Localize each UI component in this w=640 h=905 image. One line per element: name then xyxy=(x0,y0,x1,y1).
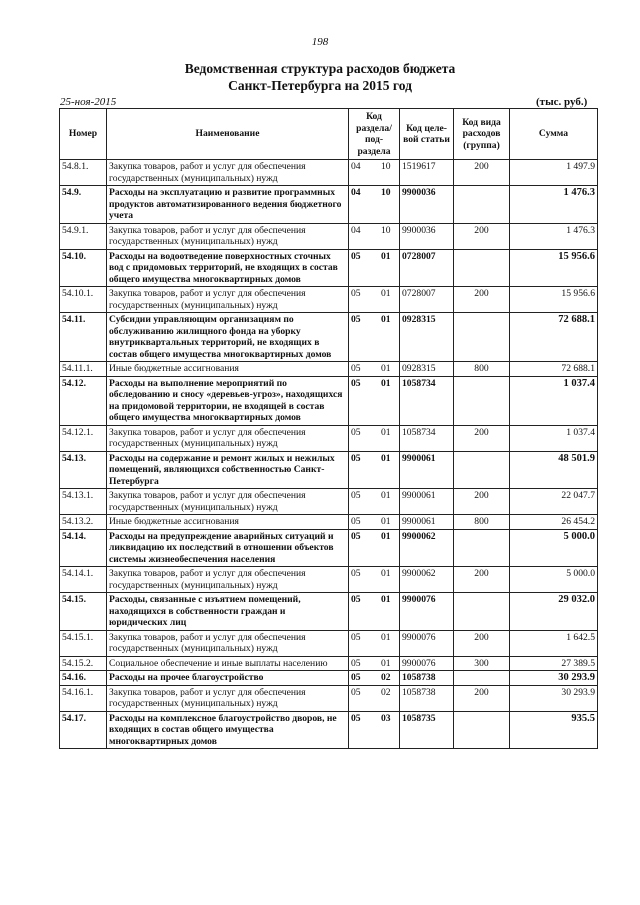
table-header-row xyxy=(60,109,598,160)
row-article: 9900036 xyxy=(400,223,454,249)
row-article: 9900061 xyxy=(400,515,454,530)
table-row xyxy=(60,515,598,530)
row-subsection: 01 xyxy=(375,362,400,377)
header-number: Номер xyxy=(60,109,107,160)
row-section: 05 xyxy=(349,671,375,686)
table-row xyxy=(60,656,598,671)
row-sum: 26 454.2 xyxy=(510,515,598,530)
row-article: 9900036 xyxy=(400,186,454,224)
row-number: 54.9. xyxy=(60,186,107,224)
row-sum: 22 047.7 xyxy=(510,489,598,515)
row-sum: 48 501.9 xyxy=(510,451,598,489)
row-number: 54.14. xyxy=(60,529,107,567)
row-number: 54.13.1. xyxy=(60,489,107,515)
header-article-code: Код целе-вой статьи xyxy=(400,109,454,160)
table-row xyxy=(60,529,598,567)
row-subsection: 01 xyxy=(375,656,400,671)
table-row xyxy=(60,186,598,224)
row-name: Закупка товаров, работ и услуг для обеспечения государственных (муниципальных) нужд xyxy=(107,567,349,593)
table-row xyxy=(60,287,598,313)
row-kind: 200 xyxy=(454,160,510,186)
row-name: Субсидии управляющим организациям по обслуживанию жилищного фонда на уборку внутриквартальных территорий, не входящих в состав общего имущества многоквартирных домов xyxy=(107,313,349,362)
row-subsection: 01 xyxy=(375,489,400,515)
table-row xyxy=(60,160,598,186)
row-kind: 200 xyxy=(454,425,510,451)
row-sum: 15 956.6 xyxy=(510,249,598,287)
row-sum: 1 037.4 xyxy=(510,425,598,451)
row-article: 1519617 xyxy=(400,160,454,186)
row-kind: 200 xyxy=(454,685,510,711)
row-name: Расходы, связанные с изъятием помещений, находящихся в собственности граждан и юридических лиц xyxy=(107,593,349,631)
table-row xyxy=(60,685,598,711)
row-name: Закупка товаров, работ и услуг для обеспечения государственных (муниципальных) нужд xyxy=(107,160,349,186)
row-section: 04 xyxy=(349,223,375,249)
row-kind: 200 xyxy=(454,489,510,515)
row-kind xyxy=(454,451,510,489)
table-row xyxy=(60,489,598,515)
row-subsection: 01 xyxy=(375,376,400,425)
row-sum: 72 688.1 xyxy=(510,313,598,362)
title-line-1: Ведомственная структура расходов бюджета xyxy=(184,61,456,76)
row-section: 05 xyxy=(349,711,375,749)
row-article: 9900062 xyxy=(400,529,454,567)
title-line-2: Санкт-Петербурга на 2015 год xyxy=(228,78,412,93)
row-subsection: 01 xyxy=(375,593,400,631)
row-name: Закупка товаров, работ и услуг для обеспечения государственных (муниципальных) нужд xyxy=(107,223,349,249)
row-sum: 1 476.3 xyxy=(510,186,598,224)
row-article: 9900061 xyxy=(400,489,454,515)
row-name: Расходы на эксплуатацию и развитие программных продуктов автоматизированного ведения бюджетного учета xyxy=(107,186,349,224)
row-number: 54.13. xyxy=(60,451,107,489)
row-name: Закупка товаров, работ и услуг для обеспечения государственных (муниципальных) нужд xyxy=(107,287,349,313)
row-kind xyxy=(454,376,510,425)
row-section: 05 xyxy=(349,656,375,671)
row-sum: 72 688.1 xyxy=(510,362,598,377)
row-subsection: 02 xyxy=(375,685,400,711)
row-number: 54.10.1. xyxy=(60,287,107,313)
row-kind xyxy=(454,671,510,686)
row-sum: 1 476.3 xyxy=(510,223,598,249)
row-subsection: 03 xyxy=(375,711,400,749)
row-kind xyxy=(454,529,510,567)
page-number: 198 xyxy=(311,36,329,48)
row-sum: 1 497.9 xyxy=(510,160,598,186)
row-sum: 30 293.9 xyxy=(510,685,598,711)
row-number: 54.13.2. xyxy=(60,515,107,530)
row-subsection: 10 xyxy=(375,160,400,186)
row-section: 05 xyxy=(349,567,375,593)
row-kind xyxy=(454,186,510,224)
row-subsection: 01 xyxy=(375,529,400,567)
row-name: Расходы на предупреждение аварийных ситуаций и ликвидацию их последствий в отношении объектов системы жизнеобеспечения населения xyxy=(107,529,349,567)
row-section: 05 xyxy=(349,313,375,362)
row-kind: 200 xyxy=(454,223,510,249)
row-sum: 5 000.0 xyxy=(510,529,598,567)
row-section: 05 xyxy=(349,287,375,313)
row-name: Расходы на водоотведение поверхностных сточных вод с придомовых территорий, не входящих в состав общего имущества многоквартирных домов xyxy=(107,249,349,287)
table-row xyxy=(60,313,598,362)
row-kind xyxy=(454,313,510,362)
header-kind-code: Код вида расходов (группа) xyxy=(454,109,510,160)
header-sum: Сумма xyxy=(510,109,598,160)
header-section-code: Код раздела/ под-раздела xyxy=(349,109,400,160)
units-label: (тыс. руб.) xyxy=(536,96,588,108)
row-name: Закупка товаров, работ и услуг для обеспечения государственных (муниципальных) нужд xyxy=(107,489,349,515)
table-row xyxy=(60,671,598,686)
row-number: 54.12. xyxy=(60,376,107,425)
row-article: 0928315 xyxy=(400,362,454,377)
row-article: 1058738 xyxy=(400,671,454,686)
row-name: Иные бюджетные ассигнования xyxy=(107,515,349,530)
row-name: Расходы на содержание и ремонт жилых и нежилых помещений, являющихся собственностью Санкт-Петербурга xyxy=(107,451,349,489)
header-name: Наименование xyxy=(107,109,349,160)
row-section: 05 xyxy=(349,249,375,287)
row-article: 1058738 xyxy=(400,685,454,711)
row-number: 54.15.1. xyxy=(60,630,107,656)
row-number: 54.11. xyxy=(60,313,107,362)
table-row xyxy=(60,223,598,249)
row-subsection: 01 xyxy=(375,630,400,656)
row-kind xyxy=(454,711,510,749)
row-subsection: 01 xyxy=(375,425,400,451)
row-subsection: 01 xyxy=(375,287,400,313)
row-subsection: 01 xyxy=(375,313,400,362)
row-kind xyxy=(454,249,510,287)
row-section: 05 xyxy=(349,376,375,425)
row-article: 9900061 xyxy=(400,451,454,489)
row-subsection: 02 xyxy=(375,671,400,686)
row-name: Расходы на комплексное благоустройство дворов, не входящих в состав общего имущества многоквартирных домов xyxy=(107,711,349,749)
row-article: 1058735 xyxy=(400,711,454,749)
row-name: Социальное обеспечение и иные выплаты населению xyxy=(107,656,349,671)
row-article: 1058734 xyxy=(400,376,454,425)
row-name: Расходы на прочее благоустройство xyxy=(107,671,349,686)
row-number: 54.10. xyxy=(60,249,107,287)
row-sum: 935.5 xyxy=(510,711,598,749)
row-section: 04 xyxy=(349,186,375,224)
row-number: 54.9.1. xyxy=(60,223,107,249)
table-row xyxy=(60,567,598,593)
row-kind: 200 xyxy=(454,287,510,313)
row-name: Закупка товаров, работ и услуг для обеспечения государственных (муниципальных) нужд xyxy=(107,630,349,656)
row-article: 9900062 xyxy=(400,567,454,593)
row-sum: 27 389.5 xyxy=(510,656,598,671)
row-subsection: 01 xyxy=(375,249,400,287)
row-section: 05 xyxy=(349,425,375,451)
row-section: 05 xyxy=(349,515,375,530)
row-article: 9900076 xyxy=(400,656,454,671)
table-row xyxy=(60,711,598,749)
row-name: Закупка товаров, работ и услуг для обеспечения государственных (муниципальных) нужд xyxy=(107,685,349,711)
document-title xyxy=(0,60,640,94)
row-article: 9900076 xyxy=(400,593,454,631)
row-number: 54.8.1. xyxy=(60,160,107,186)
row-kind: 200 xyxy=(454,630,510,656)
row-sum: 30 293.9 xyxy=(510,671,598,686)
row-number: 54.16.1. xyxy=(60,685,107,711)
row-article: 0728007 xyxy=(400,249,454,287)
row-sum: 1 037.4 xyxy=(510,376,598,425)
row-number: 54.12.1. xyxy=(60,425,107,451)
row-subsection: 10 xyxy=(375,223,400,249)
row-article: 9900076 xyxy=(400,630,454,656)
row-name: Закупка товаров, работ и услуг для обеспечения государственных (муниципальных) нужд xyxy=(107,425,349,451)
table-row xyxy=(60,376,598,425)
row-kind: 800 xyxy=(454,362,510,377)
row-number: 54.15. xyxy=(60,593,107,631)
row-section: 04 xyxy=(349,160,375,186)
row-kind xyxy=(454,593,510,631)
row-sum: 5 000.0 xyxy=(510,567,598,593)
table-row xyxy=(60,593,598,631)
budget-table xyxy=(59,108,598,749)
row-number: 54.17. xyxy=(60,711,107,749)
row-number: 54.15.2. xyxy=(60,656,107,671)
row-kind: 200 xyxy=(454,567,510,593)
row-sum: 1 642.5 xyxy=(510,630,598,656)
row-section: 05 xyxy=(349,630,375,656)
row-number: 54.16. xyxy=(60,671,107,686)
row-article: 0728007 xyxy=(400,287,454,313)
row-name: Иные бюджетные ассигнования xyxy=(107,362,349,377)
row-article: 1058734 xyxy=(400,425,454,451)
row-name: Расходы на выполнение мероприятий по обследованию и сносу «деревьев-угроз», находящихся на придомовой территории, не входящей в состав общего имущества многоквартирных домов xyxy=(107,376,349,425)
row-section: 05 xyxy=(349,451,375,489)
table-row xyxy=(60,451,598,489)
row-section: 05 xyxy=(349,489,375,515)
row-subsection: 01 xyxy=(375,515,400,530)
row-subsection: 01 xyxy=(375,451,400,489)
row-number: 54.14.1. xyxy=(60,567,107,593)
row-section: 05 xyxy=(349,593,375,631)
row-section: 05 xyxy=(349,529,375,567)
document-date: 25-ноя-2015 xyxy=(60,96,117,108)
row-sum: 29 032.0 xyxy=(510,593,598,631)
table-row xyxy=(60,425,598,451)
row-kind: 800 xyxy=(454,515,510,530)
row-article: 0928315 xyxy=(400,313,454,362)
row-subsection: 10 xyxy=(375,186,400,224)
table-row xyxy=(60,249,598,287)
row-section: 05 xyxy=(349,362,375,377)
table-row xyxy=(60,362,598,377)
row-sum: 15 956.6 xyxy=(510,287,598,313)
row-kind: 300 xyxy=(454,656,510,671)
table-row xyxy=(60,630,598,656)
row-section: 05 xyxy=(349,685,375,711)
row-number: 54.11.1. xyxy=(60,362,107,377)
row-subsection: 01 xyxy=(375,567,400,593)
